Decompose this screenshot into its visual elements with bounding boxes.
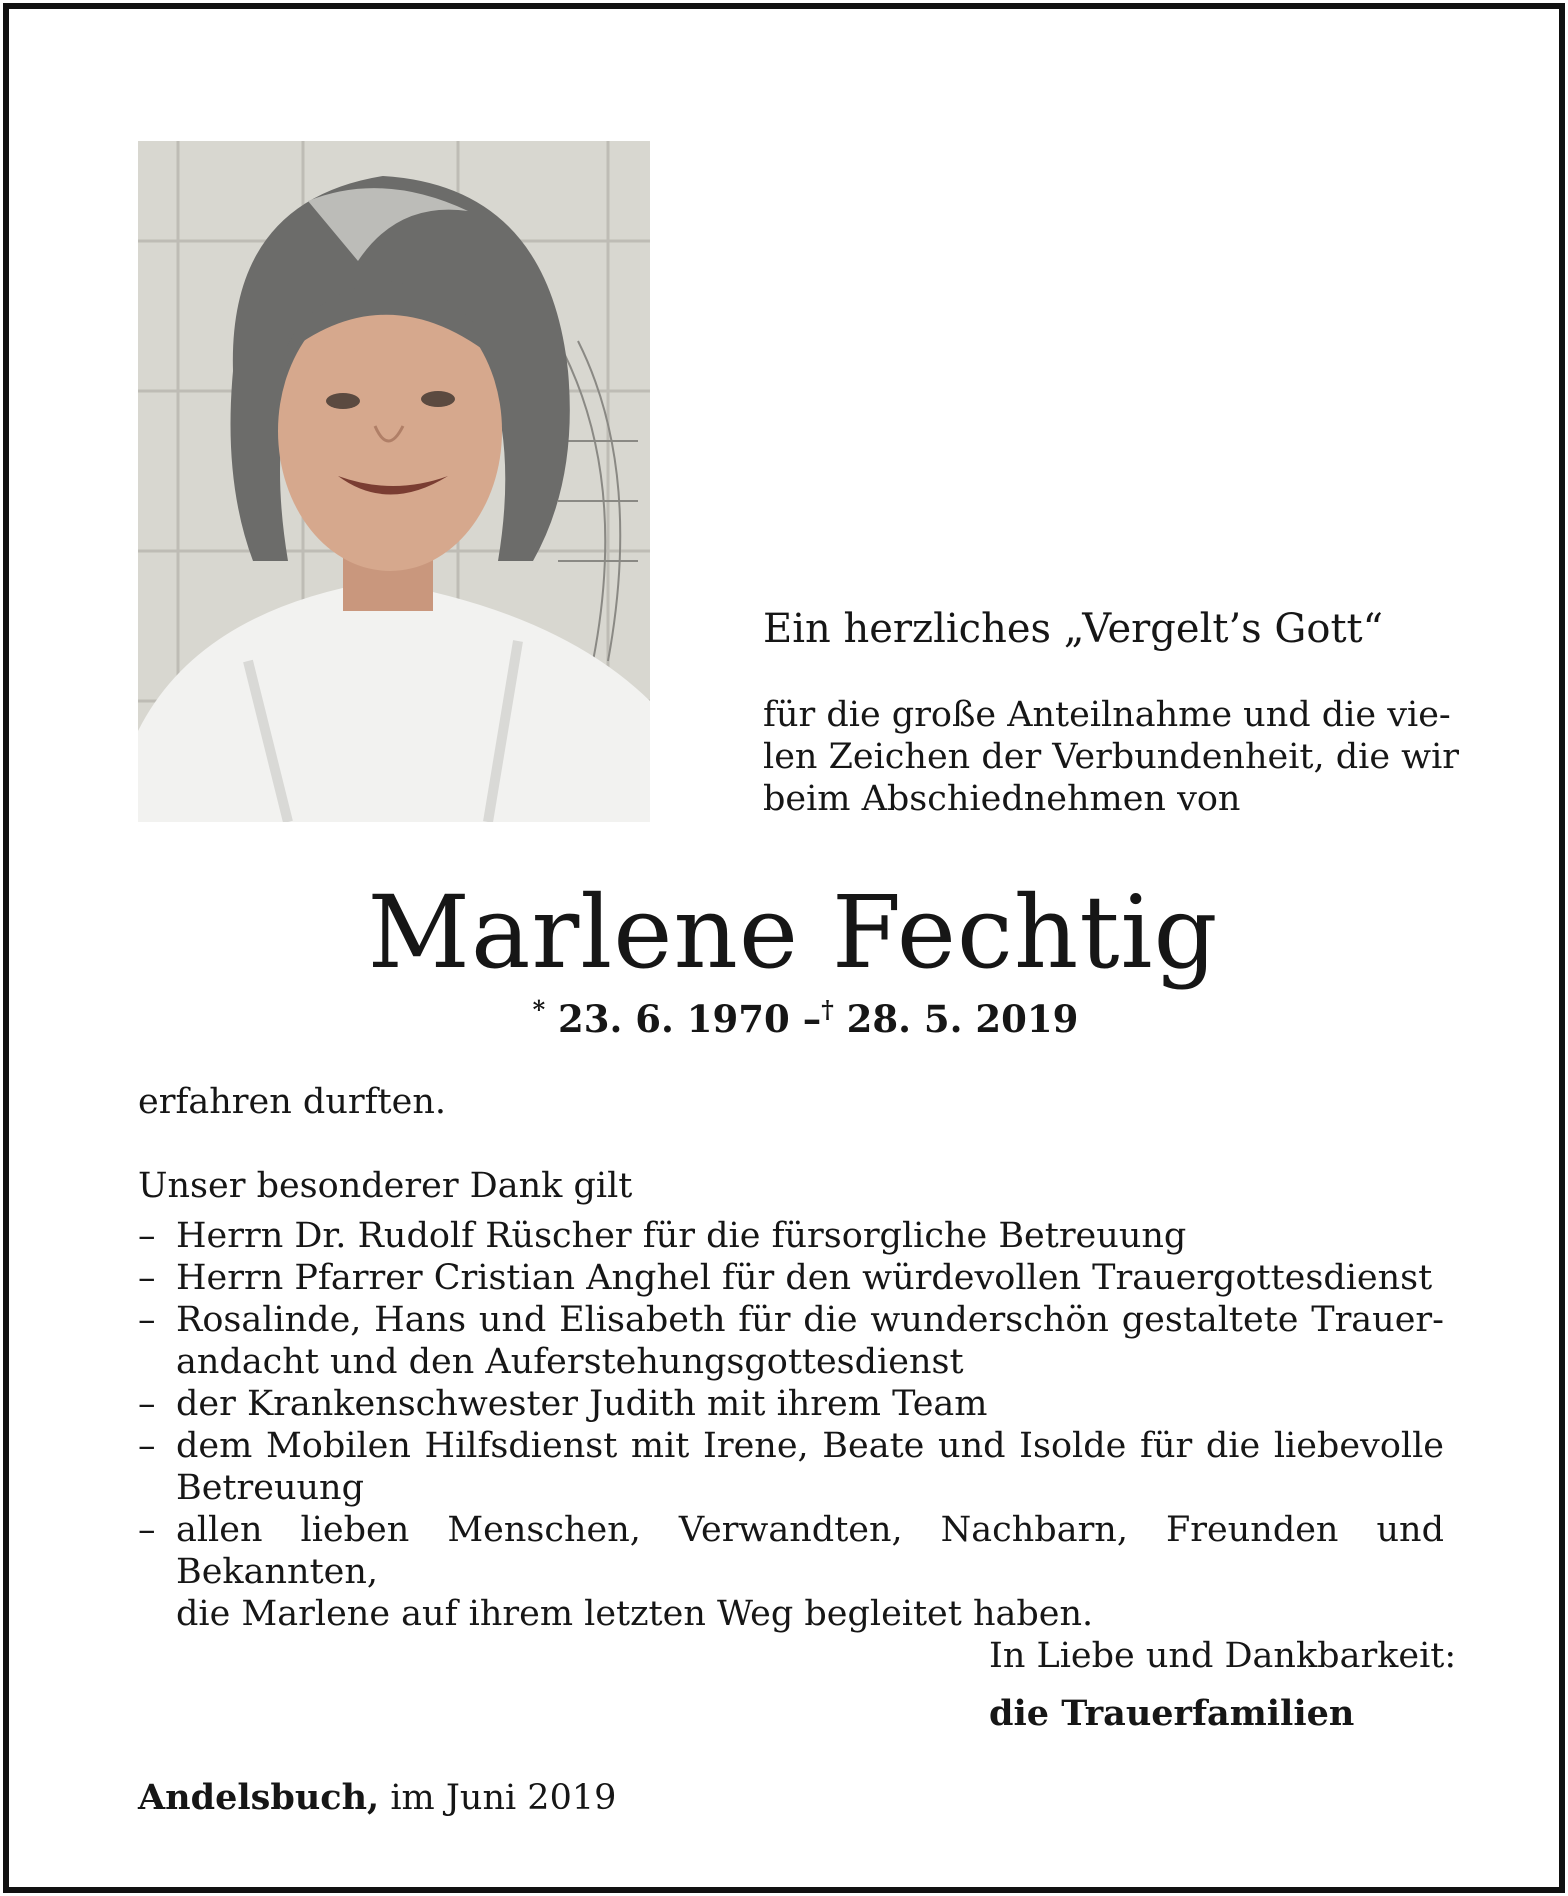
list-item-line: der Krankenschwester Judith mit ihrem Team [176,1384,988,1424]
list-item-line: Herrn Pfarrer Cristian Anghel für den würdevollen Trauergottesdienst [176,1258,1433,1298]
thanks-list [138,1215,1444,1635]
death-symbol: † [821,995,834,1024]
intro-end: erfahren durften. [138,1082,446,1122]
list-item [138,1509,1444,1635]
notice-date: im Juni 2019 [390,1778,617,1818]
headline: Ein herzliches „Vergelt’s Gott“ [763,606,1384,652]
list-item-line: Betreuung [176,1468,364,1508]
list-item-line: dem Mobilen Hilfsdienst mit Irene, Beate und Isolde für die liebevolle [176,1426,1444,1466]
list-bullet: – [138,1216,156,1256]
intro-line: len Zeichen der Verbundenheit, die wir [763,737,1460,777]
life-dates [9,997,1568,1041]
thanks-heading: Unser besonderer Dank gilt [138,1166,633,1206]
list-item [138,1299,1444,1383]
list-item-line: Herrn Dr. Rudolf Rüscher für die fürsorgliche Betreuung [176,1216,1187,1256]
list-bullet: – [138,1300,156,1340]
list-item-line: Rosalinde, Hans und Elisabeth für die wunderschön gestaltete Trauer- [176,1300,1444,1340]
intro-line: beim Abschiednehmen von [763,779,1241,819]
closing-text: In Liebe und Dankbarkeit: [989,1636,1457,1676]
list-bullet: – [138,1510,156,1550]
list-bullet: – [138,1258,156,1298]
birth-date: 23. 6. 1970 [558,997,790,1041]
list-item [138,1383,1444,1425]
death-date: 28. 5. 2019 [846,997,1079,1041]
list-item [138,1257,1444,1299]
intro-text [763,694,1460,820]
place-date [138,1777,616,1818]
list-bullet: – [138,1426,156,1466]
list-item-line: allen lieben Menschen, Verwandten, Nachbarn, Freunden und Bekannten, [176,1510,1444,1592]
signature: die Trauerfamilien [989,1693,1355,1734]
list-item-line: andacht und den Auferstehungsgottesdienst [176,1342,964,1382]
deceased-name: Marlene Fechtig [367,874,1219,991]
place-name: Andelsbuch, [138,1777,380,1818]
portrait-photo-drawing [138,141,650,822]
date-separator: – [802,997,822,1041]
list-item-line: die Marlene auf ihrem letzten Weg begleitet haben. [176,1594,1094,1634]
portrait-photo [138,141,650,822]
list-item [138,1215,1444,1257]
birth-symbol: * [532,995,546,1024]
list-item [138,1425,1444,1509]
notice-frame [3,3,1565,1893]
intro-line: für die große Anteilnahme und die vie- [763,695,1451,735]
list-bullet: – [138,1384,156,1424]
